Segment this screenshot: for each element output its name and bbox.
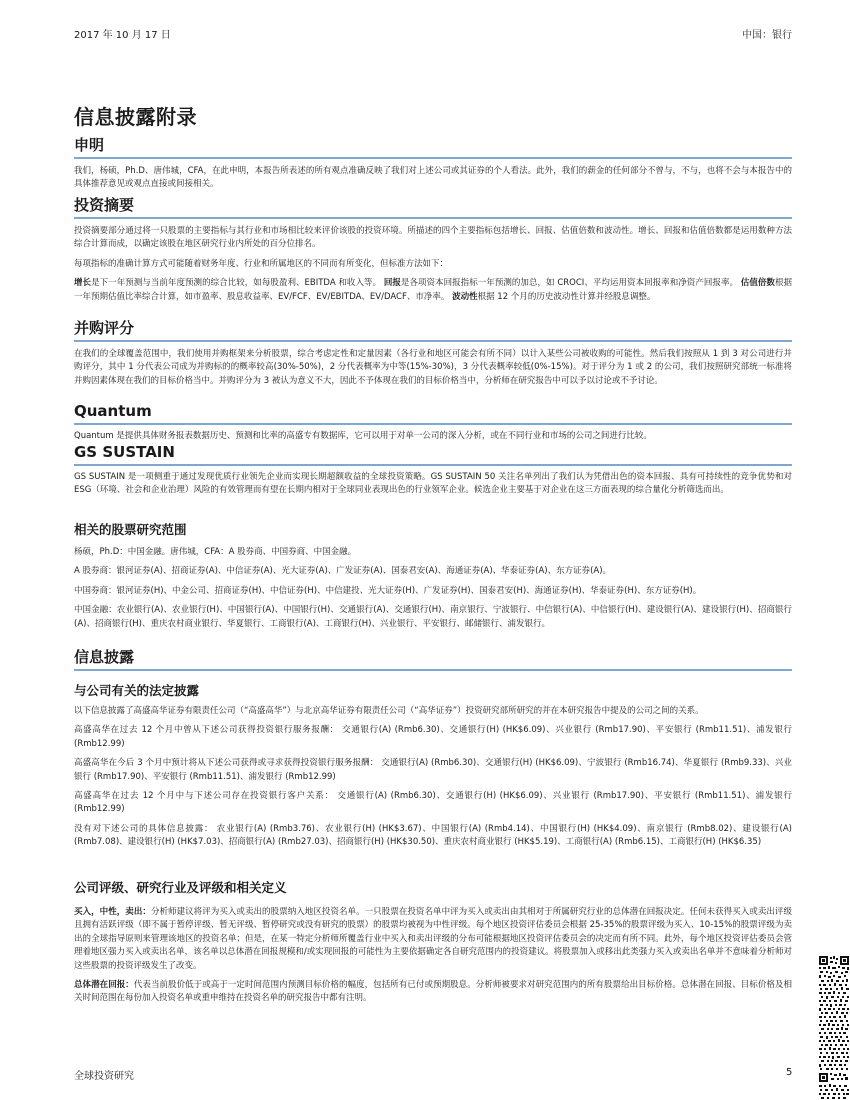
disclosure-client-relationship: 高盛高华在过去 12 个月中与下述公司存在投资银行客户关系： 交通银行(A) (Rmb6.30)、交通银行(H) (HK$6.09)、兴业银行 (Rmb17.90)、平安银行 (Rmb11.51)、浦发银行 (Rmb12.99) [74,791,792,815]
disclosure-next-3m-fees: 高盛高华在今后 3 个月中预计将从下述公司获得或寻求获得投资银行服务报酬： 交通银行(A) (Rmb6.30)、交通银行(H) (HK$6.09)、宁波银行 (Rmb16.74)、华夏银行 (Rmb9.33)、兴业银行 (Rmb17.90)、平安银行 (Rmb11.51)、浦发银行 (Rmb12.99) [74,758,792,782]
investment-profile-method: 每项指标的准确计算方式可能随着财务年度、行业和所属地区的不同而有所变化，但标准方法如下： [74,258,449,269]
statement-text: 我们，杨硕，Ph.D、唐伟城，CFA，在此申明，本报告所表述的所有观点准确反映了我们对上述公司或其证券的个人看法。此外，我们的薪金的任何部分不曾与，不与，也将不会与本报告中的具体推荐意见或观点直接或间接相关。 [74,166,792,190]
multiple-label: 估值倍数 [740,278,775,289]
total-return-label: 总体潜在回报： [74,980,134,991]
disclosure-none: 没有对下述公司的具体信息披露： 农业银行(A) (Rmb3.76)、农业银行(H) (HK$3.67)、中国银行(A) (Rmb4.14)、中国银行(H) (HK$4.09)、南京银行 (Rmb8.02)、建设银行(A) (Rmb7.08)、建设银行(H) (HK$7.03)、招商银行(A) (Rmb27.03)、招商银行(H) (HK$30.50)、重庆农村商业银行 (HK$5.19)、工商银行(A) (Rmb6.15)、工商银行(H) (HK$6.35) [74,823,792,848]
ma-section [74,319,792,388]
disclosures-section [74,648,792,850]
ratings-label: 买入，中性，卖出： [74,907,151,917]
page-number: 5 [786,1067,793,1078]
page-title: 信息披露附录 [74,105,197,129]
coverage-a-share-brokers: A 股券商：银河证券(A)、招商证券(A)、中信证券(A)、光大证券(A)、广发证券(A)、国泰君安(A)、海通证券(A)、华泰证券(A)、东方证券(A)。 [74,566,612,577]
quantum-section [74,402,792,443]
return-label: 回报 [383,278,401,289]
volatility-label: 波动性 [452,291,478,302]
volatility-text: 根据 12 个月的历史波动性计算并经股息调整。 [477,291,656,302]
coverage-section [74,522,792,631]
investment-profile-section [74,196,792,304]
ratings-heading: 公司评级、研究行业及评级和相关定义 [74,880,287,895]
sustain-text: GS SUSTAIN 是一项侧重于通过发现优质行业领先企业而实现长期超额收益的全球投资策略。GS SUSTAIN 50 关注名单列出了我们认为凭借出色的资本回报、具有可持续性的竞争优势和对 ESG（环境、社会和企业治理）风险的有效管理而有望在长期内相对于全球同业表现出色的行业领军企业。候选企业主要基于对企业在这三方面表现的综合量化分析筛选而出。 [74,472,792,496]
ma-text: 在我们的全球覆盖范围中，我们使用并购框架来分析股票，综合考虑定性和定量因素（各行业和地区可能会有所不同）以计入某些公司被收购的可能性。然后我们按照从 1 到 3 对公司进行并购评分，其中 1 分代表公司成为并购标的的概率较高(30%-50%)，2 分代表概率为中等(15%-30%)，3 分代表概率较低(0%-15%)。对于评分为 1 或 2 的公司，我们按照研究部统一标准将并购因素体现在我们的目标价格当中。并购评分为 3 被认为意义不大，因此不予体现在我们的目标价格当中，分析师在研究报告中可以予以讨论或不予讨论。 [74,349,792,386]
growth-label: 增长 [74,278,92,289]
company-disclosures-heading: 与公司有关的法定披露 [74,683,200,698]
section-heading-investment-profile: 投资摘要 [74,196,792,219]
report-date: 2017 年 10 月 17 日 [74,30,171,41]
growth-text: 是下一年预测与当前年度预测的综合比较，如每股盈利、EBITDA 和收入等。 [91,278,382,289]
coverage-analysts: 杨硕，Ph.D：中国金融。唐伟城，CFA：A 股券商、中国券商、中国金融。 [74,547,357,557]
footer-label: 全球投资研究 [74,1071,134,1082]
investment-profile-intro: 投资摘要部分通过将一只股票的主要指标与其行业和市场相比较来评价该股的投资环境。所描述的四个主要指标包括增长、回报、估值倍数和波动性。增长、回报和估值倍数都是运用数种方法综合计算而成，以确定该股在地区研究行业内所处的百分位排名。 [74,226,792,250]
coverage-china-brokers: 中国券商：银河证券(H)、中金公司、招商证券(H)、中信证券(H)、中信建投、光大证券(H)、广发证券(H)、国泰君安(H)、海通证券(H)、华泰证券(H)、东方证券(H)。 [74,585,702,596]
coverage-china-financials: 中国金融：农业银行(A)、农业银行(H)、中国银行(A)、中国银行(H)、交通银行(A)、交通银行(H)、南京银行、宁波银行、中信银行(A)、中信银行(H)、建设银行(A)、建设银行(H)、招商银行(A)、招商银行(H)、重庆农村商业银行、华夏银行、工商银行(A)、工商银行(H)、兴业银行、平安银行、邮储银行、浦发银行。 [74,605,792,629]
total-return-definition [74,979,792,1006]
disclosure-past-12m-fees: 高盛高华在过去 12 个月中曾从下述公司获得投资银行服务报酬： 交通银行(A) (Rmb6.30)、交通银行(H) (HK$6.09)、兴业银行 (Rmb17.90)、平安银行 (Rmb11.51)、浦发银行 (Rmb12.99) [74,725,792,749]
section-heading-sustain: GS SUSTAIN [74,443,792,466]
coverage-heading: 相关的股票研究范围 [74,522,187,537]
quantum-text: Quantum 是提供具体财务报表数据历史、预测和比率的高盛专有数据库，它可以用于对单一公司的深入分析，或在不同行业和市场的公司之间进行比较。 [74,431,652,441]
ratings-section [74,880,792,1006]
ratings-definition [74,906,792,973]
ratings-text: 分析师建议将评为买入或卖出的股票纳入地区投资名单。一只股票在投资名单中评为买入或卖出由其相对于所属研究行业的总体潜在回报决定。任何未获得买入或卖出评级且拥有活跃评级（即不属于暂停评级、暂无评级、暂停研究或没有研究的股票）的股票均被视为中性评级。每个地区投资评估委员会根据 25-35%的股票评级为买入、10-15%的股票评级为卖出的全球指导原则来管理该地区的投资名单；但是，在某一特定分析师所覆盖行业中买入和卖出评级的分布可能根据地区投资评估委员会的决定而有所不同。此外，每个地区投资评估委员会管理着地区强力买入或卖出名单，该名单以总体潜在回报规模和/或实现回报的可能性为主要依据确定各自研究范围内的投资建议。将股票加入或移出此类强力买入或卖出名单并不意味着分析师对这些股票的投资评级发生了改变。 [74,907,792,971]
report-region: 中国：银行 [742,30,792,41]
total-return-text: 代表当前股价低于或高于一定时间范围内预测目标价格的幅度，包括所有已付或预期股息。分析师被要求对研究范围内的所有股票给出目标价格。总体潜在回报、目标价格及相关时间范围在每份加入投资名单或重申维持在投资名单的研究报告中都有注明。 [74,980,792,1004]
section-heading-statement: 申明 [74,136,792,159]
sustain-section [74,443,792,498]
investment-profile-definitions [74,277,792,304]
qr-code-icon [818,955,850,1100]
statement-section [74,136,792,192]
return-text: 是各项资本回报指标一年预测的加总，如 CROCI、平均运用资本回报率和净资产回报率。 [400,278,739,289]
section-heading-disclosures: 信息披露 [74,648,792,671]
multiple-text: 根据一年预期估值比率综合计算，如市盈率、股息收益率、EV/FCF、EV/EBITDA、EV/DACF、市净率。 [74,278,792,302]
disclosure-relationship: 以下信息披露了高盛高华证券有限责任公司（“高盛高华”）与北京高华证券有限责任公司（“高华证券”）投资研究部所研究的并在本研究报告中提及的公司之间的关系。 [74,706,704,716]
section-heading-quantum: Quantum [74,402,792,425]
section-heading-ma: 并购评分 [74,319,792,342]
